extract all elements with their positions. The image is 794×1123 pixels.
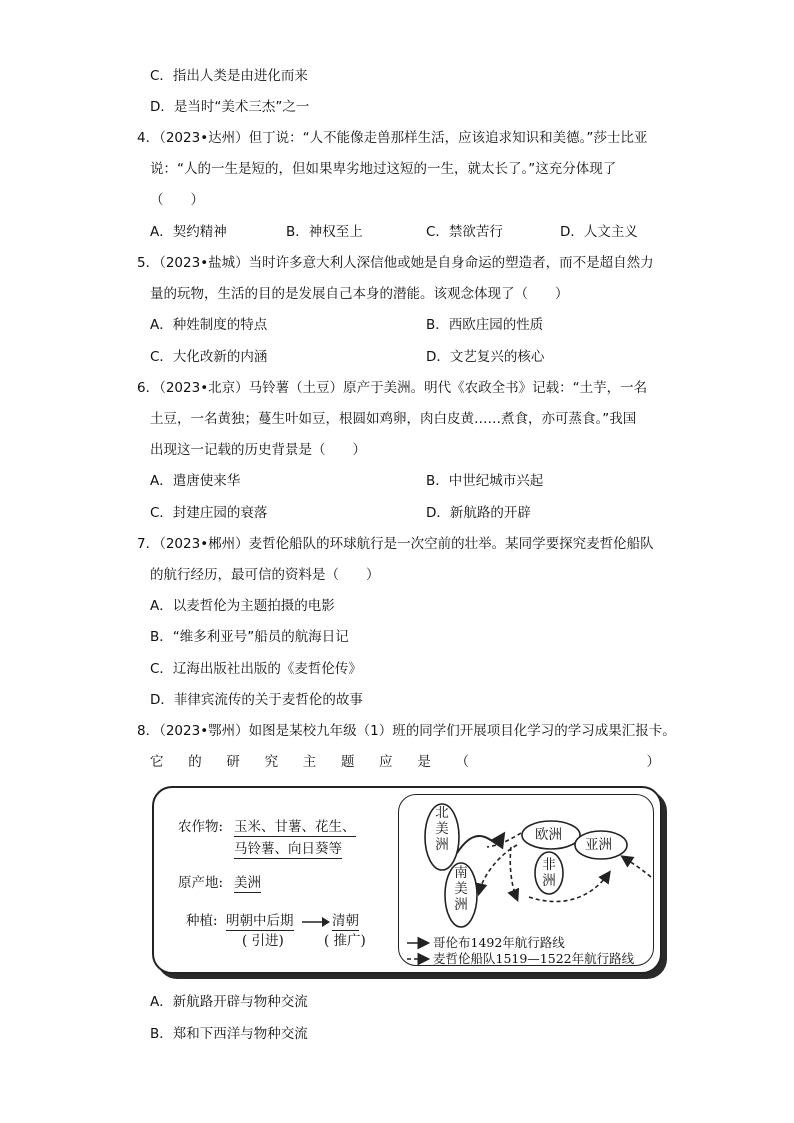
q8-stem-char: 的 <box>188 754 202 770</box>
q8-stem-char: 应 <box>379 754 393 770</box>
asia-label: 亚洲 <box>585 837 612 853</box>
europe-label: 欧洲 <box>535 827 562 843</box>
q6-option-b: B．中世纪城市兴起 <box>426 473 544 489</box>
map-panel <box>398 794 654 966</box>
origin-label: 原产地: <box>178 875 224 891</box>
q7-option-d: D．菲律宾流传的关于麦哲伦的故事 <box>150 692 363 708</box>
q6-option-c: C．封建庄园的衰落 <box>150 505 268 521</box>
q4-option-a: A．契约精神 <box>150 224 227 240</box>
q7-option-b: B．“维多利亚号”船员的航海日记 <box>150 629 349 645</box>
plant-to: 清朝 <box>332 913 359 929</box>
plant-to-note: ( 推广) <box>324 933 366 949</box>
q8-option-a: A．新航路开辟与物种交流 <box>150 994 308 1010</box>
q5-stem-line1: 5．（2023•盐城）当时许多意大利人深信他或她是自身命运的塑造者，而不是超自然力 <box>137 255 654 271</box>
q8-stem-char <box>494 752 508 772</box>
q8-stem-char: 究 <box>264 754 279 770</box>
q8-stem-char: 题 <box>340 754 355 770</box>
q8-stem-char <box>570 752 584 772</box>
crops-value-1: 玉米、甘薯、花生、 <box>234 819 356 835</box>
origin-value: 美洲 <box>234 875 261 891</box>
q5-stem-line2: 量的玩物，生活的目的是发展自己本身的潜能。该观念体现了（ ） <box>150 286 569 302</box>
crops-value-2: 马铃薯、向日葵等 <box>234 841 342 857</box>
q7-stem-line1: 7．（2023•郴州）麦哲伦船队的环球航行是一次空前的壮举。某同学要探究麦哲伦船队 <box>137 536 654 552</box>
q5-option-d: D．文艺复兴的核心 <box>426 349 545 365</box>
q6-stem-line2: 土豆，一名黄独；蔓生叶如豆，根圆如鸡卵，肉白皮黄……煮食，亦可蒸食。”我国 <box>150 411 637 427</box>
legend-magellan: 麦哲伦船队1519—1522年航行路线 <box>433 951 635 966</box>
q7-option-a: A．以麦哲伦为主题拍摄的电影 <box>150 598 335 614</box>
plant-from-note: ( 引进) <box>242 933 284 949</box>
plant-from: 明朝中后期 <box>226 913 294 929</box>
q3-option-d: D．是当时“美术三杰”之一 <box>150 99 310 115</box>
q4-option-b: B．神权至上 <box>286 224 363 240</box>
legend-columbus: 哥伦布1492年航行路线 <box>433 935 565 950</box>
q4-option-c: C．禁欲苦行 <box>426 224 503 240</box>
north-america-label: 北美洲 <box>435 805 449 853</box>
q8-stem-char: ） <box>646 754 660 770</box>
q4-stem-line1: 4．（2023•达州）但丁说：“人不能像走兽那样生活，应该追求知识和美德。”莎士比亚 <box>137 130 648 146</box>
q7-option-c: C．辽海出版社出版的《麦哲伦传》 <box>150 661 362 677</box>
q8-stem-char: 是 <box>417 754 431 770</box>
africa-label: 非洲 <box>542 857 556 889</box>
q5-option-c: C．大化改新的内涵 <box>150 349 268 365</box>
q7-stem-line2: 的航行经历，最可信的资料是（ ） <box>150 567 380 583</box>
q4-option-d: D．人文主义 <box>560 224 638 240</box>
q6-option-a: A．遣唐使来华 <box>150 473 241 489</box>
q8-stem-char <box>608 752 622 772</box>
magellan-route-d <box>623 857 651 877</box>
q8-stem-char: 主 <box>302 754 317 770</box>
plant-label: 种植: <box>186 913 218 929</box>
report-card <box>152 786 662 974</box>
q8-stem-line1: 8．（2023•鄂州）如图是某校九年级（1）班的同学们开展项目化学习的学习成果汇报卡。 <box>137 723 676 739</box>
arrow-right-icon <box>302 916 330 928</box>
q5-option-a: A．种姓制度的特点 <box>150 317 268 333</box>
q8-stem-char <box>532 752 546 772</box>
q8-stem-line2 <box>150 752 660 772</box>
q8-option-b: B．郑和下西洋与物种交流 <box>150 1026 308 1042</box>
q8-stem-char: 它 <box>150 754 164 770</box>
q6-stem-line1: 6．（2023•北京）马铃薯（土豆）原产于美洲。明代《农政全书》记载：“土芋，一名 <box>137 380 648 396</box>
q4-stem-line3: （ ） <box>150 192 204 208</box>
q8-stem-char: 研 <box>226 754 240 770</box>
south-america-label: 南美洲 <box>454 865 468 913</box>
magellan-route-b <box>510 847 517 899</box>
q5-option-b: B．西欧庄园的性质 <box>426 317 544 333</box>
columbus-route <box>457 835 503 853</box>
crops-label: 农作物: <box>178 819 224 835</box>
q4-stem-line2: 说：“人的一生是短的，但如果卑劣地过这短的一生，就太长了。”这充分体现了 <box>150 161 617 177</box>
q8-stem-char: （ <box>455 754 469 770</box>
q6-stem-line3: 出现这一记载的历史背景是（ ） <box>150 442 366 458</box>
q3-option-c: C．指出人类是由进化而来 <box>150 68 308 84</box>
q6-option-d: D．新航路的开辟 <box>426 505 531 521</box>
